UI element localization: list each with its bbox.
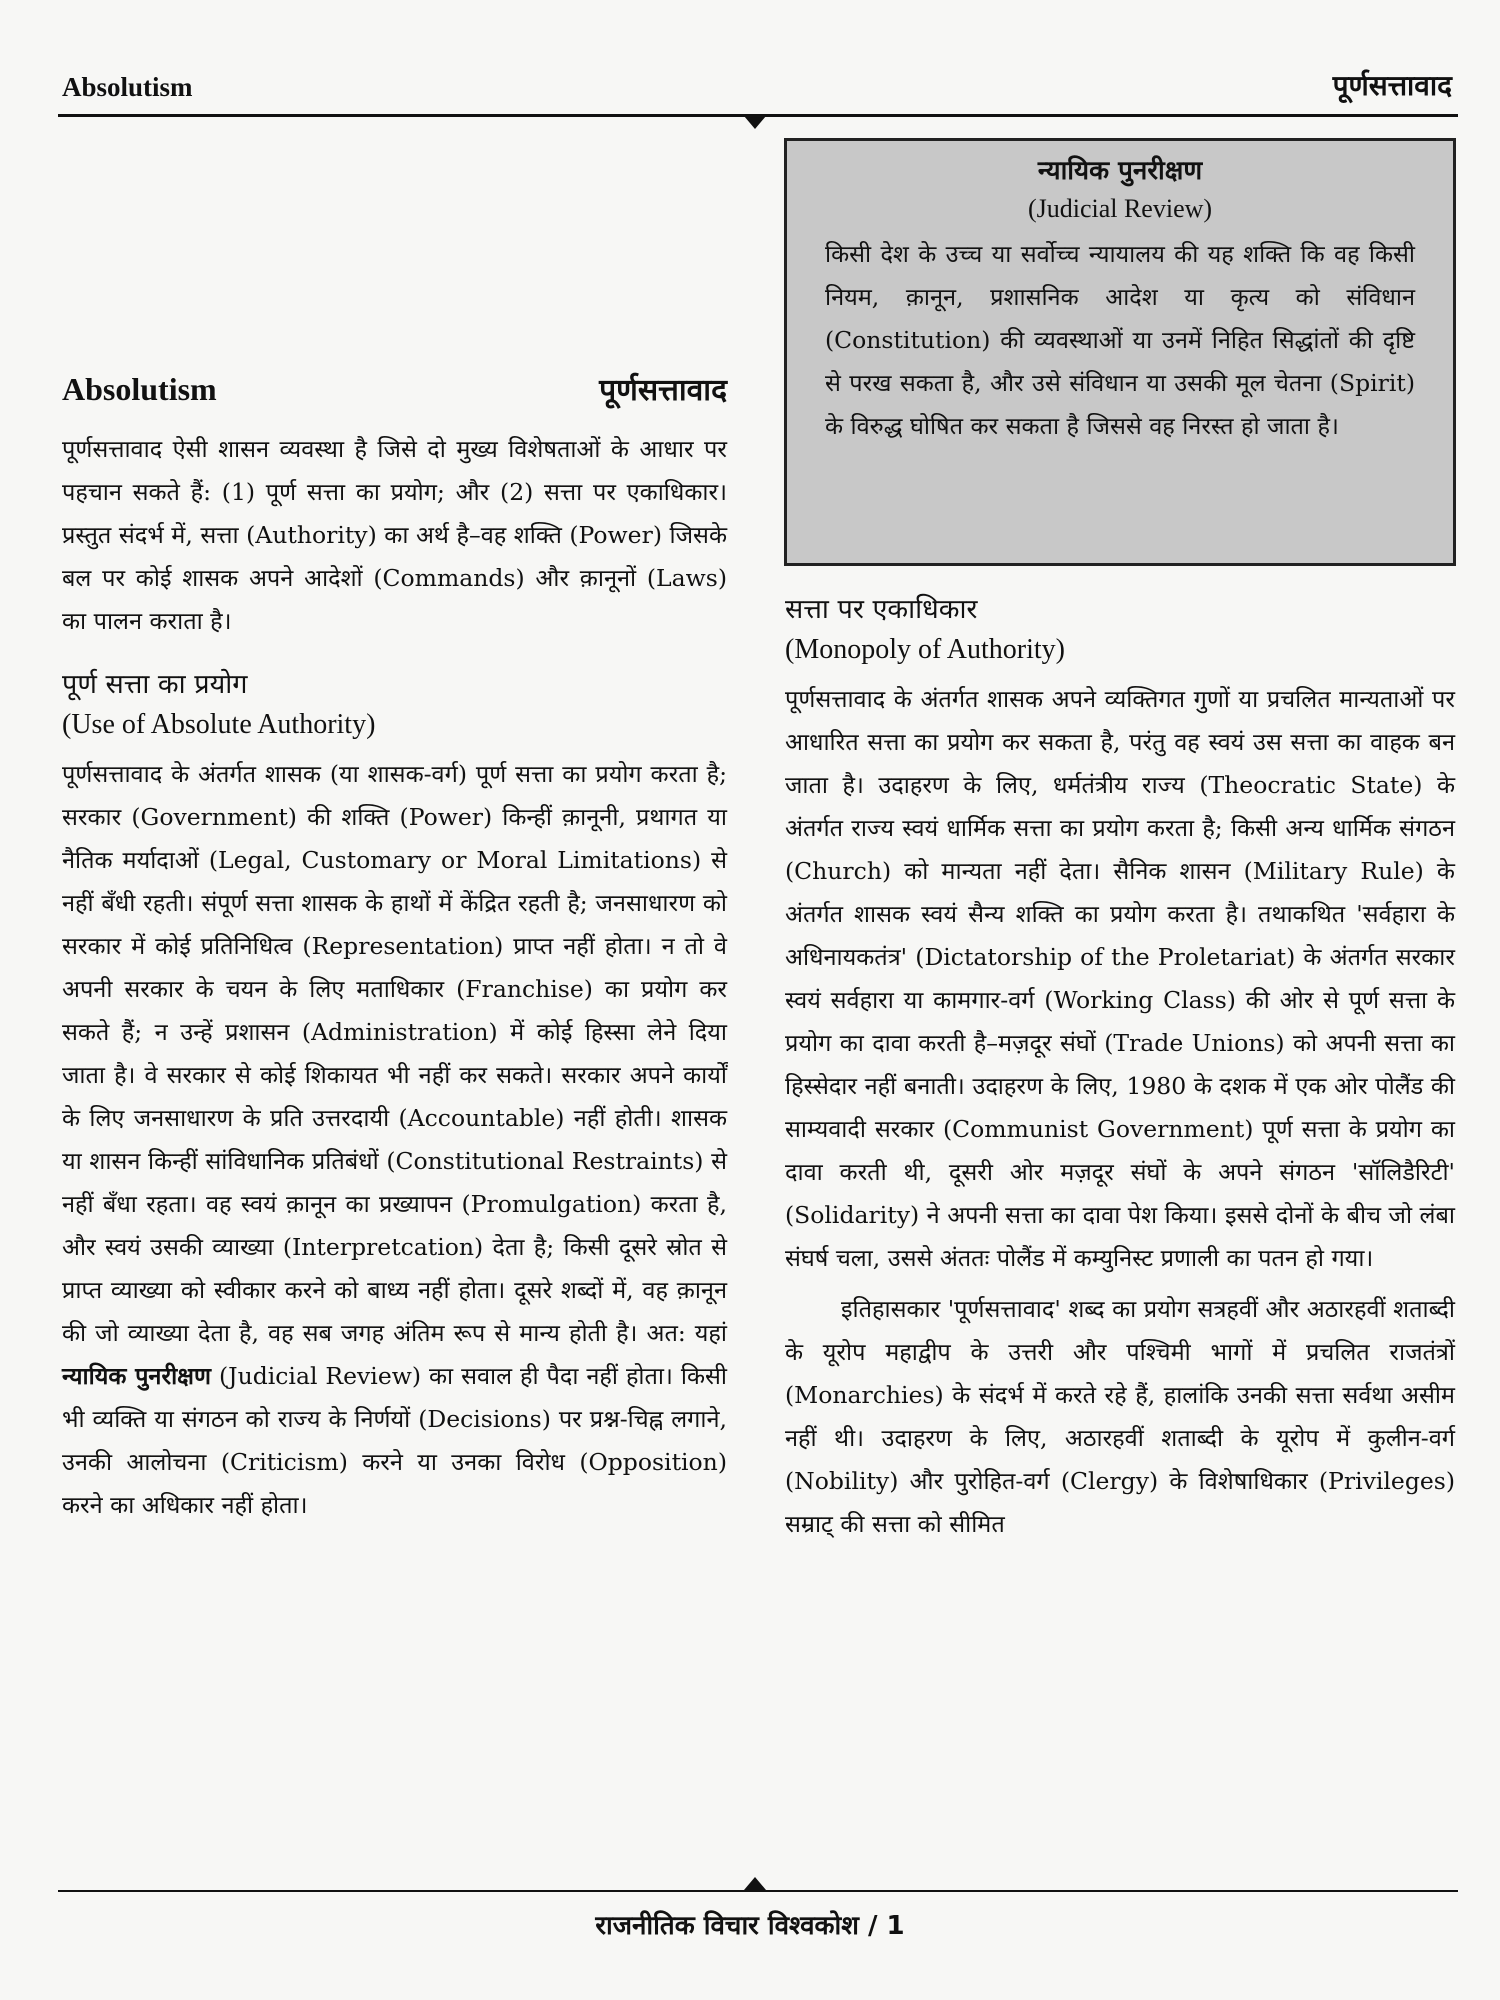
paragraph-text: पूर्णसत्तावाद के अंतर्गत शासक (या शासक-वर्ग) पूर्ण सत्ता का प्रयोग करता है; सरकार (Government) की शक्ति (Power) किन्हीं क़ानूनी, प्रथागत या नैतिक मर्यादाओं (Legal, Customary or Moral Limitations) से नहीं बँधी रहती। संपूर्ण सत्ता शासक के हाथों में केंद्रित रहती है; जनसाधारण को सरकार में कोई प्रतिनिधित्व (Representation) प्राप्त नहीं होता। न तो वे अपनी सरकार के चयन के लिए मताधिकार (Franchise) का प्रयोग कर सकते हैं; न उन्हें प्रशासन (Administration) में कोई हिस्सा लेने दिया जाता है। वे सरकार से कोई शिकायत भी नहीं कर सकते। सरकार अपने कार्यों के लिए जनसाधारण के प्रति उत्तरदायी (Accountable) नहीं होती। शासक या शासन किन्हीं सांविधानिक प्रतिबंधों (Constitutional Restraints) से नहीं बँधा रहता। वह स्वयं क़ानून का प्रख्यापन (Promulgation) करता है, और स्वयं उसकी व्याख्या (Interpretcation) देता है; किसी दूसरे स्रोत से प्राप्त व्याख्या को स्वीकार करने को बाध्य नहीं होता। दूसरे शब्दों में, वह क़ानून की जो व्याख्या देता है, वह सब जगह अंतिम रूप से मान्य होती है। अत: यहां [62, 760, 727, 1347]
footer-rule [58, 1890, 1458, 1892]
paragraph-text: (Judicial Review) का सवाल ही पैदा नहीं होता। किसी भी व्यक्ति या संगठन को राज्य के निर्णयों (Decisions) पर प्रश्न-चिह्न लगाने, उनकी आलोचना (Criticism) करने या उनका विरोध (Opposition) करने का अधिकार नहीं होता। [62, 1362, 727, 1519]
section-heading-absolute-authority [62, 665, 727, 745]
running-header-left: Absolutism [62, 72, 193, 102]
historians-paragraph: इतिहासकार 'पूर्णसत्तावाद' शब्द का प्रयोग सत्रहवीं और अठारहवीं शताब्दी के यूरोप महाद्वीप के उत्तरी और पश्चिमी भागों में प्रचलित राजतंत्रों (Monarchies) के संदर्भ में करते रहे हैं, हालांकि उनकी सत्ता सर्वथा असीम नहीं थी। उदाहरण के लिए, अठारहवीं शताब्दी के यूरोप में कुलीन-वर्ग (Nobility) और पुरोहित-वर्ग (Clergy) के विशेषाधिकार (Privileges) सम्राट् की सत्ता को सीमित [785, 1295, 1455, 1538]
monopoly-paragraph: पूर्णसत्तावाद के अंतर्गत शासक अपने व्यक्तिगत गुणों या प्रचलित मान्यताओं पर आधारित सत्ता का प्रयोग कर सकता है, परंतु वह स्वयं उस सत्ता का वाहक बन जाता है। उदाहरण के लिए, धर्मतंत्रीय राज्य (Theocratic State) के अंतर्गत राज्य स्वयं धार्मिक सत्ता का प्रयोग करता है; किसी अन्य धार्मिक संगठन (Church) को मान्यता नहीं देता। सैनिक शासन (Military Rule) के अंतर्गत शासक स्वयं सैन्य शक्ति का प्रयोग करता है। तथाकथित 'सर्वहारा के अधिनायकतंत्र' (Dictatorship of the Proletariat) के अंतर्गत सरकार स्वयं सर्वहारा या कामगार-वर्ग (Working Class) की ओर से पूर्ण सत्ता के प्रयोग का दावा करती है–मज़दूर संघों (Trade Unions) को अपनी सत्ता का हिस्सेदार नहीं बनाती। उदाहरण के लिए, 1980 के दशक में एक ओर पोलैंड की साम्यवादी सरकार (Communist Government) पूर्ण सत्ता के प्रयोग का दावा करती थी, दूसरी ओर मज़दूर संघों के अपने संगठन 'सॉलिडैरिटी' (Solidarity) ने अपनी सत्ता का दावा पेश किया। इससे दोनों के बीच जो लंबा संघर्ष चला, उससे अंततः पोलैंड में कम्युनिस्ट प्रणाली का पतन हो गया। [785, 685, 1455, 1272]
box-body: किसी देश के उच्च या सर्वोच्च न्यायालय की यह शक्ति कि वह किसी नियम, क़ानून, प्रशासनिक आदेश या कृत्य को संविधान (Constitution) की व्यवस्थाओं या उनमें निहित सिद्धांतों की दृष्टि से परख सकता है, और उसे संविधान या उसकी मूल चेतना (Spirit) के विरुद्ध घोषित कर सकता है जिससे वह निरस्त हो जाता है। [825, 240, 1415, 440]
entry-title-hindi: पूर्णसत्तावाद [599, 373, 727, 408]
footer-triangle-marker [744, 1877, 766, 1890]
header-triangle-marker [744, 116, 766, 129]
entry-title-english: Absolutism [62, 371, 217, 407]
section-heading-english: (Use of Absolute Authority) [62, 709, 376, 740]
intro-paragraph: पूर्णसत्तावाद ऐसी शासन व्यवस्था है जिसे दो मुख्य विशेषताओं के आधार पर पहचान सकते हैं: (1) पूर्ण सत्ता का प्रयोग; और (2) सत्ता पर एकाधिकार। प्रस्तुत संदर्भ में, सत्ता (Authority) का अर्थ है–वह शक्ति (Power) जिसके बल पर कोई शासक अपने आदेशों (Commands) और क़ानूनों (Laws) का पालन कराता है। [62, 435, 727, 635]
page-footer: राजनीतिक विचार विश्वकोश / 1 [595, 1911, 905, 1941]
entry-title [62, 368, 727, 412]
box-subtitle: (Judicial Review) [1027, 194, 1213, 223]
left-column [62, 368, 727, 1527]
running-header-right: पूर्णसत्तावाद [1332, 69, 1452, 102]
section-heading-hindi: पूर्ण सत्ता का प्रयोग [62, 669, 248, 700]
section-heading-monopoly [785, 590, 1455, 670]
judicial-review-box [784, 138, 1456, 566]
section-heading-english: (Monopoly of Authority) [785, 634, 1065, 665]
section-heading-hindi: सत्ता पर एकाधिकार [785, 594, 978, 625]
box-title: न्यायिक पुनरीक्षण [1037, 156, 1203, 186]
right-column [785, 590, 1455, 1546]
absolute-authority-paragraph [62, 753, 727, 1527]
bold-term: न्यायिक पुनरीक्षण [62, 1362, 212, 1390]
